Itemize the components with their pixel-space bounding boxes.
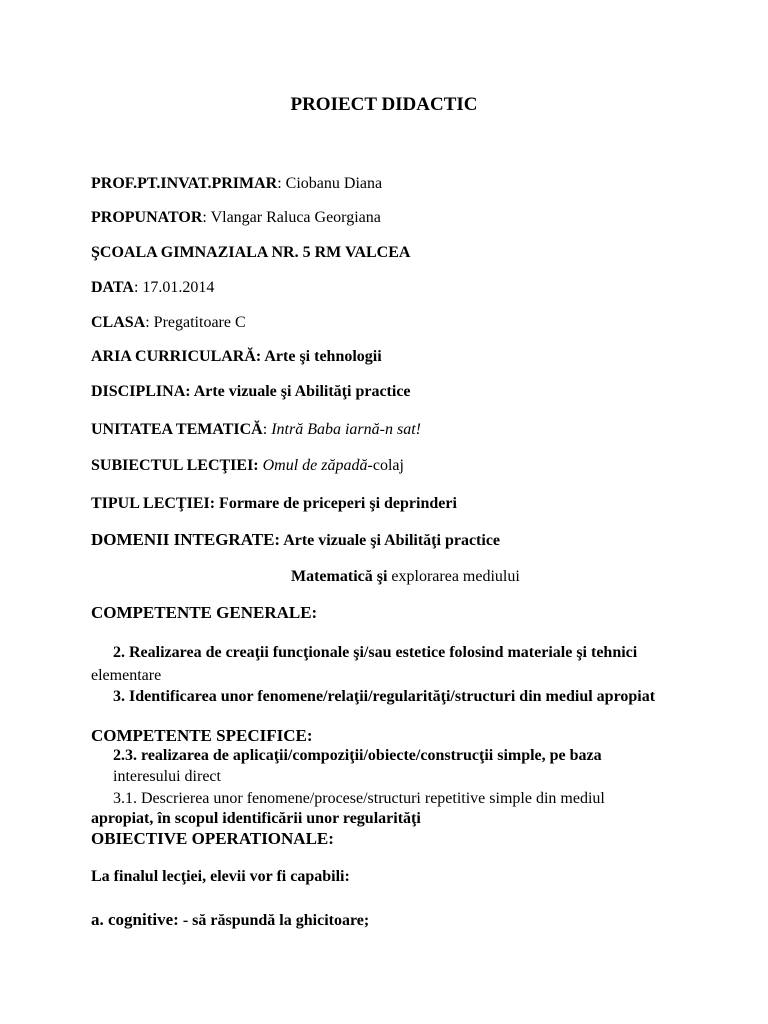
obiective-intro: La finalul lecţiei, elevii vor fi capabili: [91,868,350,885]
comp-gen-item-1-cont: elementare [91,667,162,684]
field-unitatea-label: UNITATEA TEMATICĂ [91,421,263,438]
obiective-heading: OBIECTIVE OPERATIONALE: [91,829,334,848]
field-prof-label: PROF.PT.INVAT.PRIMAR [91,175,278,192]
field-disciplina-value: : Arte vizuale şi Abilităţi practice [185,383,411,400]
comp-gen-item-1: 2. Realizarea de creaţii funcţionale şi/sau estetice folosind materiale şi tehnici [113,644,638,661]
field-aria [91,347,382,367]
field-tip-value: : Formare de priceperi şi deprinderi [209,495,457,512]
comp-spec-item-2-cont: apropiat, în scopul identificării unor regularităţi [91,810,421,827]
field-subiect-label: SUBIECTUL LECŢIEI: [91,457,259,474]
obiective-item-a-label: a. cognitive: [91,910,179,929]
field-unitatea-sep: : [262,421,272,438]
field-clasa [91,313,246,333]
field-tip-label: TIPUL LECŢIEI [91,495,210,512]
field-propunator [91,208,381,228]
field-prof [91,174,382,194]
field-domenii-cont-bold: Matematică şi [291,568,388,585]
comp-spec-heading: COMPETENTE SPECIFICE: [91,726,313,745]
field-clasa-label: CLASA [91,314,146,331]
field-subiect-value-italic: Omul de zăpadă [258,457,368,474]
comp-spec-item-2: 3.1. Descrierea unor fenomene/procese/structuri repetitive simple din mediul [113,790,605,807]
field-domenii-value: Arte vizuale şi Abilităţi practice [280,532,501,549]
field-domenii-cont [291,567,520,587]
field-school: ŞCOALA GIMNAZIALA NR. 5 RM VALCEA [91,244,411,261]
field-subiect-value: -colaj [367,457,404,474]
field-unitatea-value: Intră Baba iarnă-n sat! [271,421,421,438]
field-data-label: DATA [91,279,134,296]
document-title: PROIECT DIDACTIC [290,94,478,115]
field-aria-label: ARIA CURRICULARĂ [91,348,256,365]
field-propunator-label: PROPUNATOR [91,209,203,226]
field-tip [91,494,457,514]
field-unitatea [91,420,421,440]
obiective-item-a-value: - să răspundă la ghicitoare; [178,912,370,929]
field-propunator-value: : Vlangar Raluca Georgiana [202,209,381,226]
comp-gen-heading: COMPETENTE GENERALE: [91,603,318,622]
field-disciplina-label: DISCIPLINA [91,383,186,400]
field-subiect [91,456,404,476]
field-data-value: : 17.01.2014 [133,279,215,296]
field-domenii [91,530,500,551]
field-clasa-value: : Pregatitoare C [145,314,246,331]
field-aria-value: : Arte şi tehnologii [255,348,382,365]
field-data [91,278,214,298]
field-prof-value: : Ciobanu Diana [277,175,383,192]
field-disciplina [91,382,411,402]
field-domenii-label: DOMENII INTEGRATE: [91,530,281,549]
comp-gen-item-2: 3. Identificarea unor fenomene/relaţii/regularităţi/structuri din mediul apropiat [113,688,656,705]
field-domenii-cont-value: explorarea mediului [387,568,520,585]
comp-spec-item-1-cont: interesului direct [113,768,221,785]
comp-spec-item-1: 2.3. realizarea de aplicaţii/compoziţii/obiecte/construcţii simple, pe baza [113,747,602,764]
obiective-item-a [91,910,369,931]
